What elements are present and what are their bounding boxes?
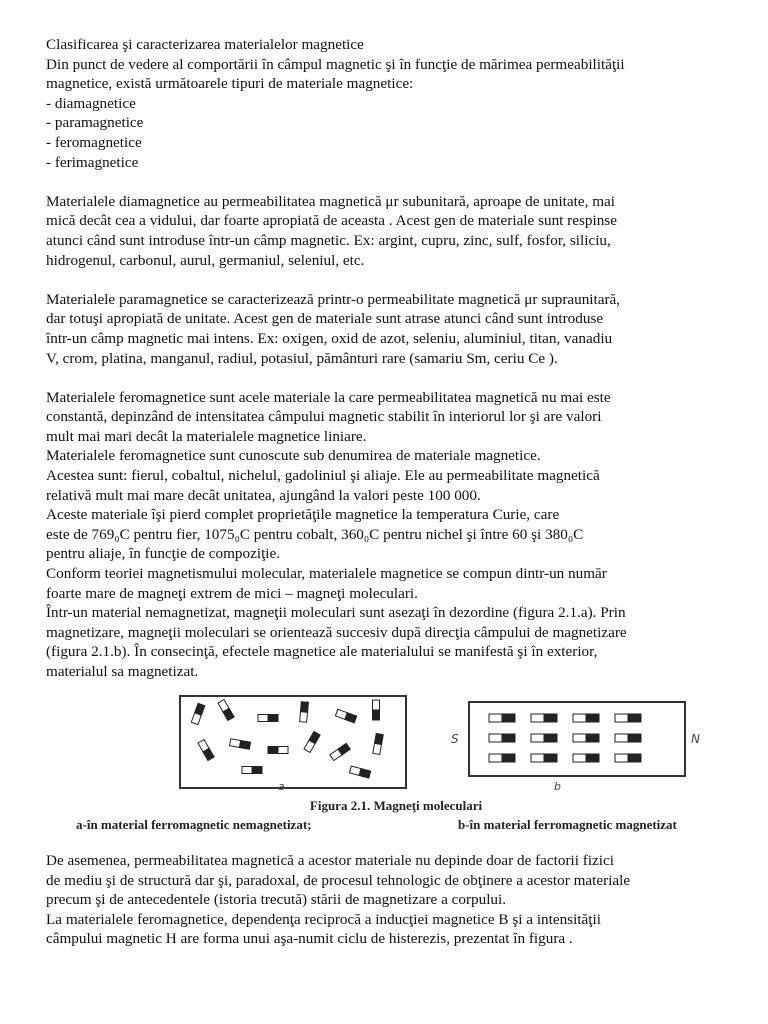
type-item-paramagnetic: - paramagnetice <box>46 114 144 132</box>
closing-line-3: precum şi de antecedentele (istoria trecută) stării de magnetizare a corpului. <box>46 891 507 909</box>
ferromagnetic-line-8: este de 769₀C pentru fier, 1075₀C pentru cobalt, 360₀C pentru nichel şi între 60 şi 380₀C <box>46 525 584 543</box>
ferromagnetic-line-14: (figura 2.1.b). În consecinţă, efectele magnetice ale materialului se manifestă şi în exterior, <box>46 643 598 661</box>
ferromagnetic-line-4: Materialele feromagnetice sunt cunoscute sub denumirea de materiale magnetice. <box>46 447 541 465</box>
closing-line-4: La materialele feromagnetice, dependenţa reciprocă a inducţiei magnetice B şi a intensităţii <box>46 910 601 928</box>
magnet <box>218 700 234 721</box>
closing-line-5: câmpului magnetic H are forma unui aşa-numit ciclu de histerezis, prezentat în figura . <box>46 930 573 948</box>
ferromagnetic-line-6: relativă mult mai mare decât unitatea, ajungând la valori peste 100 000. <box>46 486 481 504</box>
magnet <box>230 739 251 749</box>
type-item-diamagnetic: - diamagnetice <box>46 94 136 112</box>
ferromagnetic-line-2: constantă, depinzând de intensitatea câmpului magnetic stabilit în interiorul lor şi are valori <box>46 408 602 426</box>
figure-label-n: N <box>691 732 700 746</box>
magnet <box>300 702 309 723</box>
magnet <box>191 703 204 724</box>
ferromagnetic-line-9: pentru aliaje, în funcţie de compoziţie. <box>46 545 281 563</box>
magnet <box>242 767 262 774</box>
ferromagnetic-line-11: foarte mare de magneţi extrem de mici – magneţi moleculari. <box>46 584 418 602</box>
figure-caption-b: b-în material ferromagnetic magnetizat <box>458 817 677 832</box>
document-heading: Clasificarea şi caracterizarea materialelor magnetice <box>46 36 364 53</box>
magnet <box>268 747 288 754</box>
ferromagnetic-line-10: Conform teoriei magnetismului molecular, materialele magnetice se compun dintr-un număr <box>46 565 607 583</box>
type-item-ferrimagnetic: - ferimagnetice <box>46 153 139 171</box>
closing-paragraphs <box>46 851 746 949</box>
paramagnetic-line-4: V, crom, platina, manganul, radiul, potasiul, pământuri rare (samariu Sm, ceriu Ce ). <box>46 349 558 367</box>
closing-line-2: de mediu şi de structură dar şi, paradoxal, de procesul tehnologic de obţinere a acestor materiale <box>46 871 631 889</box>
magnet <box>330 743 350 760</box>
figure-caption-a: a-în material ferromagnetic nemagnetizat; <box>76 817 312 832</box>
diamagnetic-line-4: hidrogenul, carbonul, aurul, germaniul, seleniul, etc. <box>46 251 365 269</box>
magnet <box>258 715 278 722</box>
figure-label-a: a <box>278 780 285 793</box>
closing-line-1: De asemenea, permeabilitatea magnetică a acestor materiale nu depinde doar de factorii fizici <box>46 852 614 869</box>
paramagnetic-line-2: dar totuşi apropiată de unitate. Acest gen de materiale sunt atrase atunci când sunt introduse <box>46 310 604 328</box>
paramagnetic-line-3: într-un câmp magnetic mai intens. Ex: oxigen, oxid de azot, seleniu, aluminiul, titan, vanadiu <box>46 329 613 347</box>
document-body <box>46 35 746 682</box>
diamagnetic-line-1: Materialele diamagnetice au permeabilitatea magnetică μr subunitară, aproape de unitate, mai <box>46 192 615 210</box>
type-item-ferromagnetic: - feromagnetice <box>46 133 142 151</box>
figure-panel-b <box>467 700 687 778</box>
magnet <box>335 709 356 722</box>
figure-label-b: b <box>554 780 561 793</box>
figure-molecular-magnets <box>46 694 746 842</box>
intro-line-1: Din punct de vedere al comportării în câmpul magnetic şi în funcţie de mărimea permeabilităţii <box>46 55 625 73</box>
ferromagnetic-line-12: Într-un material nemagnetizat, magneţii moleculari sunt asezaţi în dezordine (figura 2.1.a). Prin <box>46 604 626 622</box>
ferromagnetic-line-5: Acestea sunt: fierul, cobaltul, nichelul, gadoliniul şi aliaje. Ele au permeabilitate magnetică <box>46 467 600 485</box>
magnet <box>198 740 214 761</box>
ferromagnetic-line-15: materialul sa magnetizat. <box>46 663 199 680</box>
figure-panel-a <box>178 694 408 794</box>
diamagnetic-line-3: atunci când sunt introduse într-un câmp magnetic. Ex: argint, cupru, zinc, sulf, fosfor, siliciu, <box>46 231 611 249</box>
magnet <box>304 732 320 753</box>
ferromagnetic-line-13: magnetizare, magneţii moleculari se orientează succesiv după direcţia câmpului de magnetizare <box>46 623 627 641</box>
figure-label-s: S <box>451 732 459 746</box>
ferromagnetic-line-7: Aceste materiale îşi pierd complet proprietăţile magnetice la temperatura Curie, care <box>46 506 560 524</box>
ferromagnetic-line-1: Materialele feromagnetice sunt acele materiale la care permeabilitatea magnetică nu mai este <box>46 388 611 406</box>
magnet <box>373 734 383 755</box>
magnet <box>349 766 370 778</box>
intro-line-2: magnetice, există următoarele tipuri de materiale magnetice: <box>46 75 414 93</box>
paramagnetic-line-1: Materialele paramagnetice se caracterizează printr-o permeabilitate magnetică μr supraunitară, <box>46 290 621 308</box>
figure-caption: Figura 2.1. Magneţi moleculari <box>309 798 483 813</box>
ferromagnetic-line-3: mult mai mari decât la materialele magnetice liniare. <box>46 427 367 445</box>
diamagnetic-line-2: mică decât cea a vidului, dar foarte apropiată de aceasta . Acest gen de materiale sunt respinse <box>46 212 617 230</box>
magnet <box>373 700 380 720</box>
